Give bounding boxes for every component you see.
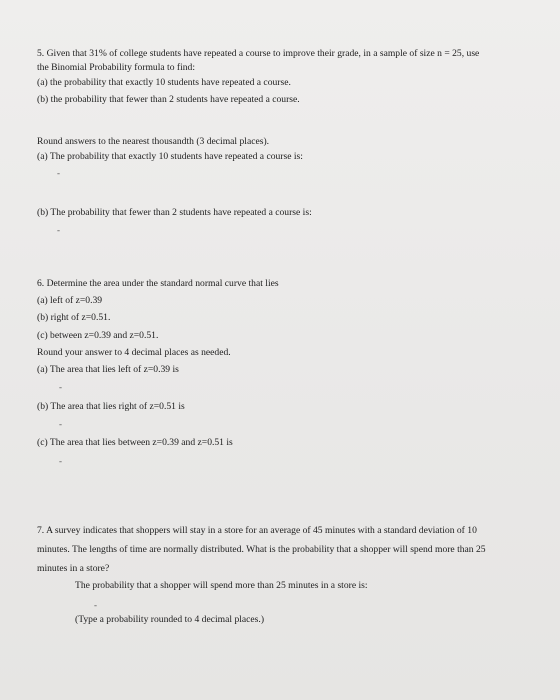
q6-answer-c-prompt: (c) The area that lies between z=0.39 and z=0.51 is [37,437,233,448]
q5-answer-b-blank[interactable]: - [57,225,60,235]
q7-format-hint: (Type a probability rounded to 4 decimal places.) [75,614,265,625]
q6-part-b: (b) right of z=0.51. [37,312,111,323]
q5-stem-line1: 5. Given that 31% of college students have repeated a course to improve their grade, in a sample of size n = 25, use [37,48,480,59]
q6-answer-b-blank[interactable]: - [59,419,62,429]
q6-stem: 6. Determine the area under the standard normal curve that lies [37,278,279,289]
q5-rounding-note: Round answers to the nearest thousandth (3 decimal places). [37,136,270,147]
q6-part-a: (a) left of z=0.39 [37,295,103,306]
q7-stem-line1: 7. A survey indicates that shoppers will stay in a store for an average of 45 minutes with a standard deviation of 10 [37,525,477,536]
q6-answer-c-blank[interactable]: - [59,456,62,466]
q6-rounding-note: Round your answer to 4 decimal places as needed. [37,347,231,358]
q5-answer-b-prompt: (b) The probability that fewer than 2 students have repeated a course is: [37,207,312,218]
q5-stem-line2: the Binomial Probability formula to find: [37,62,196,73]
q7-stem-line3: minutes in a store? [37,563,110,574]
q6-answer-a-prompt: (a) The area that lies left of z=0.39 is [37,364,179,375]
q7-answer-prompt: The probability that a shopper will spend more than 25 minutes in a store is: [75,580,368,591]
q5-answer-a-prompt: (a) The probability that exactly 10 students have repeated a course is: [37,151,303,162]
q5-part-a: (a) the probability that exactly 10 students have repeated a course. [37,77,291,88]
q5-part-b: (b) the probability that fewer than 2 students have repeated a course. [37,94,300,105]
q6-answer-a-blank[interactable]: - [59,382,62,392]
q6-answer-b-prompt: (b) The area that lies right of z=0.51 is [37,401,185,412]
q5-answer-a-blank[interactable]: - [57,168,60,178]
q7-answer-blank[interactable]: - [94,600,97,610]
q6-part-c: (c) between z=0.39 and z=0.51. [37,330,159,341]
q7-stem-line2: minutes. The lengths of time are normally distributed. What is the probability that a shopper will spend more than 25 [37,544,486,555]
